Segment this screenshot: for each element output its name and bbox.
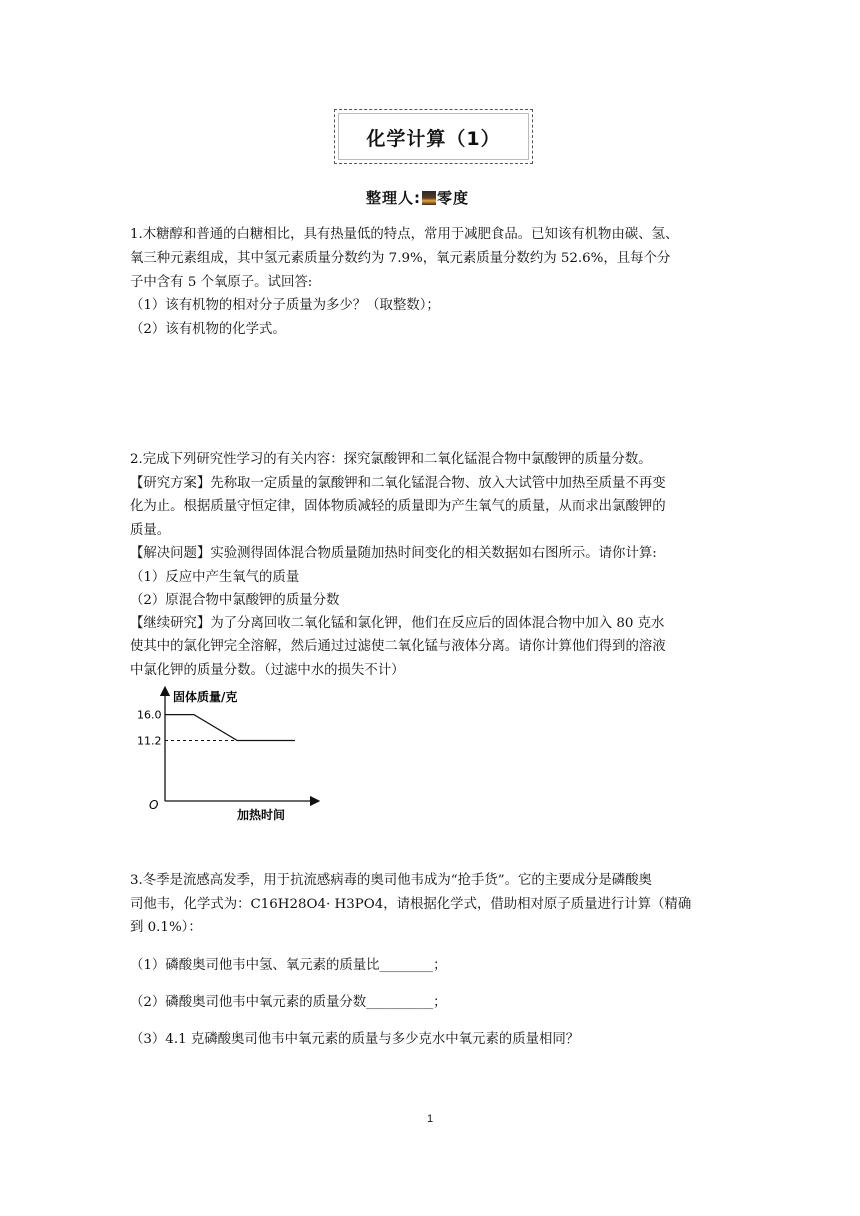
q3-sub3: （3）4.1 克磷酸奥司他韦中氧元素的质量与多少克水中氧元素的质量相同？ bbox=[130, 1032, 580, 1047]
q1-line2: 氧三种元素组成，其中氢元素质量分数约为 7.9%，氧元素质量分数约为 52.6%，且每个分 bbox=[130, 251, 671, 266]
page-title: 化学计算（1） bbox=[366, 128, 501, 150]
q3-line2: 司他韦，化学式为：C16H28O4· H3PO4，请根据化学式，借助相对原子质量进行计算（精确 bbox=[130, 897, 692, 912]
q1-sub1: （1）该有机物的相对分子质量为多少？（取整数）； bbox=[130, 298, 440, 313]
page-number: 1 bbox=[426, 1113, 434, 1125]
q1-line3: 子中含有 5 个氧原子。试回答: bbox=[130, 275, 313, 290]
q3-line3: 到 0.1%）： bbox=[130, 920, 202, 935]
y-axis-label: 固体质量/克 bbox=[173, 690, 238, 704]
q1-sub2: （2）该有机物的化学式。 bbox=[130, 322, 286, 337]
q2-line6: 【继续研究】为了分离回收二氧化锰和氯化钾，他们在反应后的固体混合物中加入 80 克水 bbox=[130, 616, 665, 631]
q2-line5: 【解决问题】实验测得固体混合物质量随加热时间变化的相关数据如右图所示。请你计算: bbox=[130, 546, 657, 561]
q2-sub2: （2）原混合物中氯酸钾的质量分数 bbox=[130, 593, 340, 608]
title-box bbox=[334, 109, 533, 164]
author-name: 零度 bbox=[437, 189, 470, 207]
q2-line4: 质量。 bbox=[130, 523, 171, 538]
author-avatar-icon bbox=[422, 191, 436, 205]
q2-line2: 【研究方案】先称取一定质量的氯酸钾和二氧化锰混合物、放入大试管中加热至质量不再变 bbox=[130, 476, 666, 491]
q2-sub1: （1）反应中产生氧气的质量 bbox=[130, 570, 300, 585]
q3-line1: 3.冬季是流感高发季，用于抗流感病毒的奥司他韦成为“抢手货”。它的主要成分是磷酸奥 bbox=[130, 873, 652, 888]
q3-sub2: （2）磷酸奥司他韦中氧元素的质量分数__________； bbox=[130, 995, 447, 1010]
origin-label: O bbox=[149, 798, 159, 812]
y-tick-label-16: 16.0 bbox=[137, 708, 162, 722]
author-label: 整理人: bbox=[366, 189, 421, 207]
q2-line3: 化为止。根据质量守恒定律，固体物质减轻的质量即为产生氧气的质量，从而求出氯酸钾的 bbox=[130, 499, 666, 514]
series-line bbox=[165, 715, 295, 741]
q3-sub1: （1）磷酸奥司他韦中氢、氧元素的质量比________； bbox=[130, 958, 447, 973]
mass-time-chart bbox=[137, 685, 325, 825]
x-axis-label: 加热时间 bbox=[237, 808, 286, 822]
q2-line7: 使其中的氯化钾完全溶解，然后通过过滤使二氧化锰与液体分离。请你计算他们得到的溶液 bbox=[130, 639, 666, 654]
author-line bbox=[366, 187, 469, 208]
q2-line8: 中氯化钾的质量分数。（过滤中水的损失不计） bbox=[130, 663, 405, 678]
q2-line1: 2.完成下列研究性学习的有关内容：探究氯酸钾和二氧化锰混合物中氯酸钾的质量分数。 bbox=[130, 452, 652, 467]
q1-line1: 1.木糖醇和普通的白糖相比，具有热量低的特点，常用于减肥食品。已知该有机物由碳、氢、 bbox=[130, 227, 679, 242]
y-tick-label-11: 11.2 bbox=[137, 734, 162, 748]
